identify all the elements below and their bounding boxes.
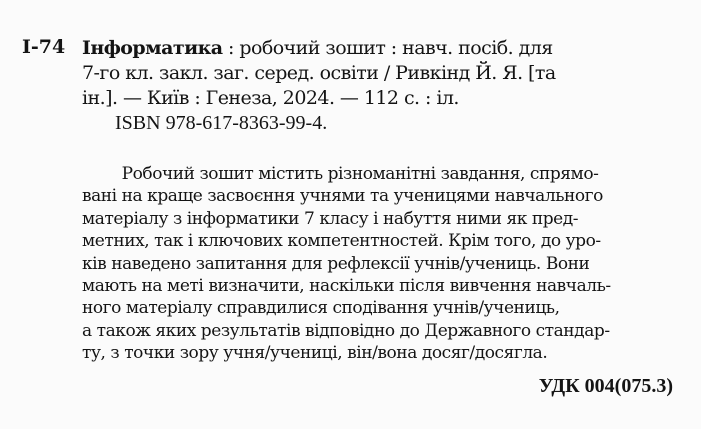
- biblio-line-2: 7-го кл. закл. заг. серед. освіти / Ривкінд Й. Я. [та: [82, 62, 556, 84]
- abstract-line: ного матеріалу справдилися сподівання учнів/учениць,: [82, 298, 560, 319]
- abstract-line: матеріалу з інформатики 7 класу і набуття ними як пред-: [82, 208, 579, 229]
- abstract: [82, 163, 677, 365]
- abstract-line: Робочий зошит містить різноманітні завдання, спрямо-: [82, 164, 599, 184]
- book-title: Інформатика: [82, 37, 223, 59]
- udk-code: УДК 004(075.3): [538, 375, 673, 397]
- biblio-line-3: ін.]. — Київ : Генеза, 2024. — 112 с. : іл.: [82, 87, 459, 109]
- isbn: ISBN 978-617-8363-99-4.: [115, 112, 328, 134]
- abstract-line: метних, так і ключових компетентностей. Крім того, до уро-: [82, 231, 601, 252]
- abstract-line: ків наведено запитання для рефлексії учнів/учениць. Вони: [82, 253, 590, 274]
- bibliographic-description: [82, 36, 677, 134]
- abstract-line: ту, з точки зору учня/учениці, він/вона досяг/досягла.: [82, 343, 548, 364]
- abstract-line: а також яких результатів відповідно до Державного стандар-: [82, 320, 610, 341]
- biblio-line-1: [82, 36, 677, 61]
- biblio-line-1-rest: : робочий зошит : навч. посіб. для: [222, 37, 553, 59]
- abstract-line: мають на меті визначити, наскільки після вивчення навчаль-: [82, 275, 611, 296]
- classification-code: І-74: [22, 36, 66, 58]
- abstract-line: вані на краще засвоєння учнями та ученицями навчального: [82, 186, 603, 207]
